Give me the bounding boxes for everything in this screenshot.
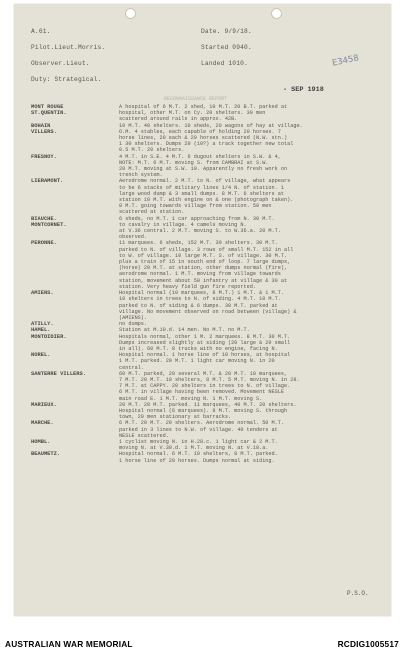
entry-text xyxy=(119,371,383,402)
entry-line: 20 M.T. moving at S.W. 10. Apparently no fresh work on xyxy=(119,166,288,173)
entry-line: NOTE: M.T. 6 M.T. moving S. from CAMBRAI at S.W. xyxy=(119,159,269,166)
entry-line: 1 cyclist moving N. in H.28.c. 1 light car & 2 M.T. xyxy=(119,438,278,445)
report-entry xyxy=(31,402,383,421)
entry-line: scattered around rails in approx. 42B. xyxy=(119,116,238,123)
entry-line: trench system. xyxy=(119,172,163,179)
entry-line: NESLE scattered. xyxy=(119,432,169,439)
entry-line: to be 6 stacks of military lines 1/4 N. of station. 1 xyxy=(119,184,284,191)
entry-line: 60 M.T. parked, 20 several M.T. & 20 M.T. 10 marquees, xyxy=(119,370,288,377)
entry-line: 1 horse line of 20 horses. Dumps normal at siding. xyxy=(119,457,275,464)
entry-line: parked to N. of village. 3 rows of small M.T. 152 in all xyxy=(119,246,294,253)
entry-location: PERONNE. xyxy=(31,240,57,247)
entry-line: parked in 3 lines to N.W. of village. 40 tenders at xyxy=(119,426,278,433)
entry-line: Hospital normal (6 marquees). 8 M.T. moving S. through xyxy=(119,407,288,414)
entry-line: 0.5 M.T. 20 shelters. xyxy=(119,147,185,154)
entry-line: station, movement about 50 infantry at village & 30 at xyxy=(119,277,288,284)
entry-line: to W. of village. 10 large M.T. S. of village. 30 M.T. xyxy=(119,252,288,259)
entry-line: station. Very heavy field gun fire reported. xyxy=(119,283,256,290)
document-page xyxy=(14,4,391,616)
report-entry xyxy=(31,451,383,463)
entry-text xyxy=(119,104,383,123)
archive-id: RCDIG1005517 xyxy=(337,639,399,649)
entry-line: 10 shelters in trees to N. of siding. 4 M.T. 10 M.T. xyxy=(119,296,281,303)
entry-text xyxy=(119,439,383,451)
entry-line: 7 M.T. 20 M.T. 10 shelters, 8 M.T. 5 M.T. moving N. in 28. xyxy=(119,376,300,383)
entry-location: BOHAIN VILLERS. xyxy=(31,122,57,135)
entry-line: observed. xyxy=(119,234,148,241)
report-entry xyxy=(31,240,383,290)
entry-line: 6 M.T. in village having been removed. Movement NESLE xyxy=(119,389,284,396)
entry-line: main road E. 1 M.T. moving N. 1 M.T. moving S. xyxy=(119,395,263,402)
entry-location: ATILLY. HAMEL. MONTDIDIER. xyxy=(31,321,67,340)
entry-line: (horse) 20 M.T. at station, other dumps normal (fire), xyxy=(119,265,288,272)
entry-line: Hospital normal (10 marquees, 8 M.T.) 1 M.T. & 1 M.T. xyxy=(119,290,284,297)
report-entry xyxy=(31,439,383,451)
entry-location: MARCHE. xyxy=(31,420,54,427)
entry-line: 6 sheds, no M.T. 1 car approaching from N. 30 M.T. xyxy=(119,215,275,222)
report-entry xyxy=(31,321,383,352)
entry-line: Aerodrome normal. 2 M.T. to N. of village, what appears xyxy=(119,178,291,185)
entry-line: no dumps. xyxy=(119,321,148,328)
entry-location: MONT ROUGE ST.QUENTIN. xyxy=(31,104,67,117)
signature-initials: P.S.O. xyxy=(347,590,369,597)
entry-line: aerodrome normal. 1 M.T. moving from village towards xyxy=(119,271,281,278)
entry-location: LIERAMONT. xyxy=(31,178,64,185)
entry-line: Dumps increased slightly at siding (20 large & 20 small xyxy=(119,339,291,346)
entry-text xyxy=(119,420,383,439)
entry-line: at V.36 central. 2 M.T. moving S. to W.36.a. 20 M.T. xyxy=(119,228,281,235)
landed-time: Landed 1010. xyxy=(201,60,248,67)
entry-line: plus a train of 15 in south end of loop. 7 large dumps, xyxy=(119,259,291,266)
entry-location: BIAUCHE. MONTCORNET. xyxy=(31,215,67,228)
entry-line: A hospital of 6 M.T. 2 shed, 10 M.T. 20 B.T. parked at xyxy=(119,104,288,110)
entry-text xyxy=(119,352,383,371)
entry-line: in all). 60 M.T. 8 trucks with no engine, facing N. xyxy=(119,345,278,352)
entry-line: 8 M.T. going towards village from station. 50 men xyxy=(119,203,272,210)
report-entry xyxy=(31,420,383,439)
entry-location: MARIEUX. xyxy=(31,401,57,408)
entry-line: Hospital normal. 1 horse line of 10 horses, at hospital xyxy=(119,352,291,359)
faint-heading: RECONNAISSANCE REPORT xyxy=(164,96,228,102)
entry-line: to cavalry in village. 4 camels moving N. xyxy=(119,221,247,228)
report-entry xyxy=(31,352,383,371)
entry-line: large wood dump & 3 small dumps. 8 M.T. 6 shelters at xyxy=(119,190,284,197)
entry-location: BEAUMETZ. xyxy=(31,451,61,458)
entry-text xyxy=(119,321,383,352)
entry-line: village. No movement observed on road between (village) & xyxy=(119,308,297,315)
entry-line: 1 M.T. parked. 20 M.T. 1 light car moving N. in 20 xyxy=(119,358,275,365)
entry-line: parked to N. of siding & 6 dumps. 30 M.T. parked at xyxy=(119,302,278,309)
entry-text xyxy=(119,216,383,241)
report-entry xyxy=(31,178,383,215)
entry-line: central. xyxy=(119,364,144,371)
entry-text xyxy=(119,178,383,215)
entry-line: Hospital normal. 6 M.T. 10 shelters, 8 M.T. parked. xyxy=(119,451,278,458)
entry-line: Station at M.10.d. 14 men. No M.T. no M.T. xyxy=(119,327,250,334)
entry-line: Hospitals normal, other 1 M. 2 marquees. 8 M.T. 30 M.T. xyxy=(119,333,291,340)
report-date: Date. 9/9/18. xyxy=(201,28,252,35)
entry-line: 6 M.T. 20 M.T. 20 shelters. Aerodrome normal. 50 M.T. xyxy=(119,420,284,427)
start-time: Started 0940. xyxy=(201,44,252,51)
entry-line: 4 M.T. in S.E. 4 M.T. 6 dugout shelters in S.W. & 4, xyxy=(119,153,281,160)
entry-location: NOREL. xyxy=(31,352,51,359)
report-entries xyxy=(31,104,383,464)
entry-text xyxy=(119,154,383,179)
entry-line: 7 M.T. at CAPPY. 20 shelters in trees to N. of village. xyxy=(119,383,291,390)
entry-line: moving N. at V.30.d. 1 M.T. moving N. at V.18.a. xyxy=(119,445,269,452)
report-entry xyxy=(31,104,383,123)
entry-location: AMIENS. xyxy=(31,290,54,297)
report-entry xyxy=(31,154,383,179)
entry-line: (AMIENS). xyxy=(119,314,148,321)
entry-line: town, 20 men stationary at barracks. xyxy=(119,414,232,421)
entry-text xyxy=(119,123,383,154)
date-stamp: - SEP 1918 xyxy=(283,86,324,94)
entry-line: 10 M.T. 40 shelters. 10 sheds, 20 wagons of hay at village. xyxy=(119,122,303,129)
entry-text xyxy=(119,240,383,290)
report-reference: A.61. xyxy=(31,28,51,35)
entry-line: horse lines, 20 each & 20 horses scattered (N.W. stn.) xyxy=(119,135,288,142)
entry-line: station 10 M.T. with engine on & one (photograph taken). xyxy=(119,197,294,204)
entry-line: scattered at station. xyxy=(119,209,185,216)
report-entry xyxy=(31,290,383,321)
entry-line: 11 marquees. 6 sheds, 152 M.T. 30 shelters. 30 M.T. xyxy=(119,240,278,247)
punch-hole-right xyxy=(271,8,282,19)
entry-line: 1 30 shelters. Dumps 20 (10?) a track together new total xyxy=(119,141,294,148)
archive-credit: AUSTRALIAN WAR MEMORIAL xyxy=(5,639,133,649)
entry-line: hospital, other M.T. on Cy. 20 shelters. 30 men xyxy=(119,110,266,117)
observer-name: Observer.Lieut. xyxy=(31,60,90,67)
entry-location: HOMBL. xyxy=(31,438,51,445)
entry-line: 20 M.T. 20 M.T. parked. 11 marquees, 40 M.T. 20 shelters. xyxy=(119,401,297,408)
report-entry xyxy=(31,123,383,154)
report-entry xyxy=(31,371,383,402)
entry-location: FRESNOY. xyxy=(31,153,57,160)
pencil-annotation: E3458 xyxy=(331,53,360,69)
archive-footer xyxy=(0,628,405,654)
entry-location: SANTERRE VILLERS. xyxy=(31,370,86,377)
entry-text xyxy=(119,290,383,321)
report-entry xyxy=(31,216,383,241)
entry-text xyxy=(119,451,383,463)
duty-type: Duty: Strategical. xyxy=(31,76,102,83)
pilot-name: Pilot.Lieut.Morris. xyxy=(31,44,106,51)
punch-hole-left xyxy=(125,8,136,19)
entry-line: O.M. 4 stables, each capable of holding 20 horses. 7 xyxy=(119,128,281,135)
entry-text xyxy=(119,402,383,421)
